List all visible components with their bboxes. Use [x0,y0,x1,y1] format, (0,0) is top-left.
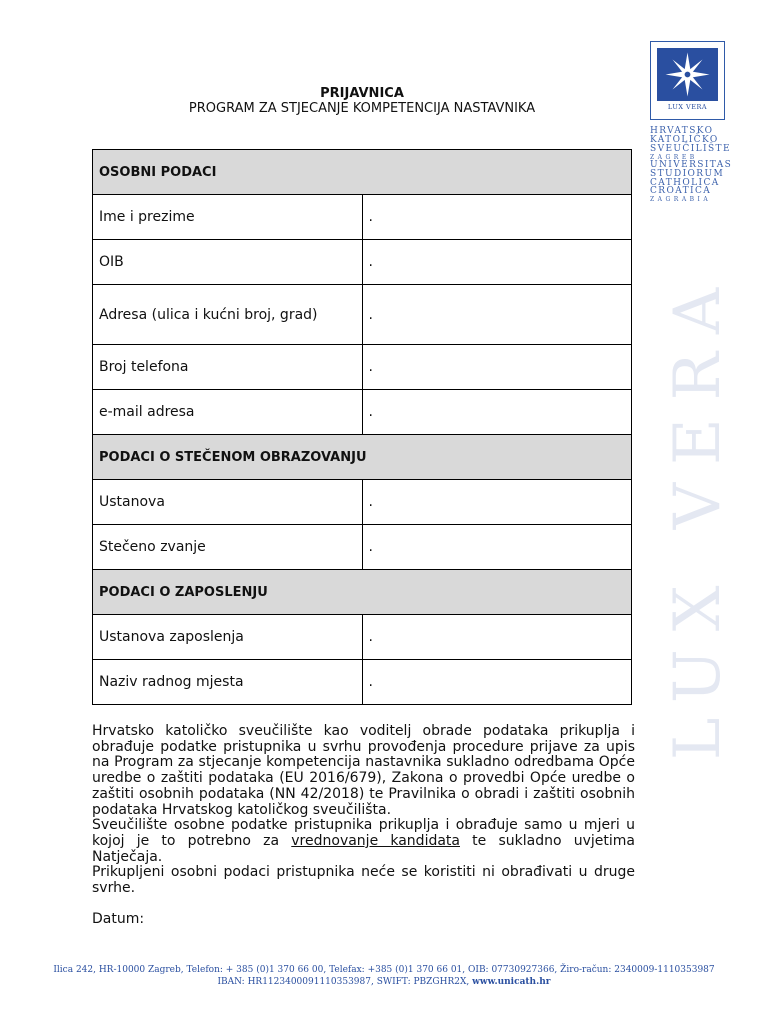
form-row [93,615,632,660]
section-heading: OSOBNI PODACI [93,150,632,195]
footer-address: Ilica 242, HR-10000 Zagreb, Telefon: + 385 (0)1 370 66 00, Telefax: +385 (0)1 370 66 01, OIB: 07730927366, Žiro-račun: 2340009-1110353987 [53,965,715,975]
watermark-text: LUX VERA [661,269,735,761]
section-header-row [93,570,632,615]
form-row [93,660,632,705]
employer-field[interactable]: . [362,615,632,660]
logo-motto: LUX VERA [667,103,708,111]
university-name-line: CATHOLICA [650,177,720,188]
field-label: OIB [93,240,363,285]
field-label: Stečeno zvanje [93,525,363,570]
phone-field[interactable]: . [362,345,632,390]
university-name-line: KATOLIČKO [650,134,719,145]
page-subtitle: PROGRAM ZA STJECANJE KOMPETENCIJA NASTAVNIKA [188,101,536,116]
footer-iban: IBAN: HR1123400091110353987, SWIFT: PBZGHR2X, [217,977,473,987]
field-label: Broj telefona [93,345,363,390]
field-label: Ime i prezime [93,195,363,240]
address-field[interactable]: . [362,285,632,345]
form-row [93,480,632,525]
university-name-line: ZAGRABIA [650,196,712,204]
university-name-line: CROATICA [650,186,712,197]
university-logo [650,41,725,120]
oib-field[interactable]: . [362,240,632,285]
job-title-field[interactable]: . [362,660,632,705]
notice-text: Sveučilište osobne podatke pristupnika prikuplja i obrađuje samo u mjeri u kojoj je to potrebno za [92,817,635,849]
star-cross-emblem-icon [657,48,718,101]
form-row [93,285,632,345]
section-heading: PODACI O ZAPOSLENJU [93,570,632,615]
degree-field[interactable]: . [362,525,632,570]
name-field[interactable]: . [362,195,632,240]
institution-field[interactable]: . [362,480,632,525]
website-link[interactable]: www.unicath.hr [472,977,551,987]
page-title: PRIJAVNICA [320,86,404,101]
university-name-line: UNIVERSITAS [650,159,733,170]
field-label: Naziv radnog mjesta [93,660,363,705]
section-heading: PODACI O STEČENOM OBRAZOVANJU [93,435,632,480]
privacy-notice [92,724,635,897]
field-label: Ustanova [93,480,363,525]
form-row [93,240,632,285]
lux-vera-watermark [663,250,733,780]
application-form-table [92,149,632,705]
university-name-line: ZAGREB [650,153,698,161]
university-name-line: STUDIORUM [650,168,725,179]
university-name-line: HRVATSKO [650,126,714,136]
notice-paragraph: Hrvatsko katoličko sveučilište kao voditelj obrade podataka prikuplja i obrađuje podatke pristupnika u svrhu provođenja procedure prijave za upis na Program za stjecanje kompetencija nastavnika sukladno odredbama Opće uredbe o zaštiti podataka (EU 2016/679), Zakona o provedbi Opće uredbe o zaštiti osobnih podataka (NN 42/2018) te Pravilnika o obradi i zaštiti osobnih podataka Hrvatskog katoličkog sveučilišta. [92,723,635,818]
section-header-row [93,435,632,480]
field-label: Adresa (ulica i kućni broj, grad) [93,285,363,345]
section-header-row [93,150,632,195]
field-label: Ustanova zaposlenja [93,615,363,660]
form-title-block [92,86,632,117]
notice-paragraph: Prikupljeni osobni podaci pristupnika neće se koristiti ni obrađivati u druge svrhe. [92,864,635,897]
date-label: Datum: [92,911,145,927]
notice-paragraph [92,818,635,865]
form-row [93,195,632,240]
university-name [650,126,733,204]
underlined-phrase: vrednovanje kandidata [291,832,460,849]
form-row [93,390,632,435]
field-label: e-mail adresa [93,390,363,435]
email-field[interactable]: . [362,390,632,435]
footer-bank [0,976,768,988]
form-row [93,525,632,570]
footer [0,964,768,988]
form-row [93,345,632,390]
university-name-line: SVEUČILIŠTE [650,143,731,154]
notice-text: te sukladno uvjetima Natječaja. [92,832,635,865]
